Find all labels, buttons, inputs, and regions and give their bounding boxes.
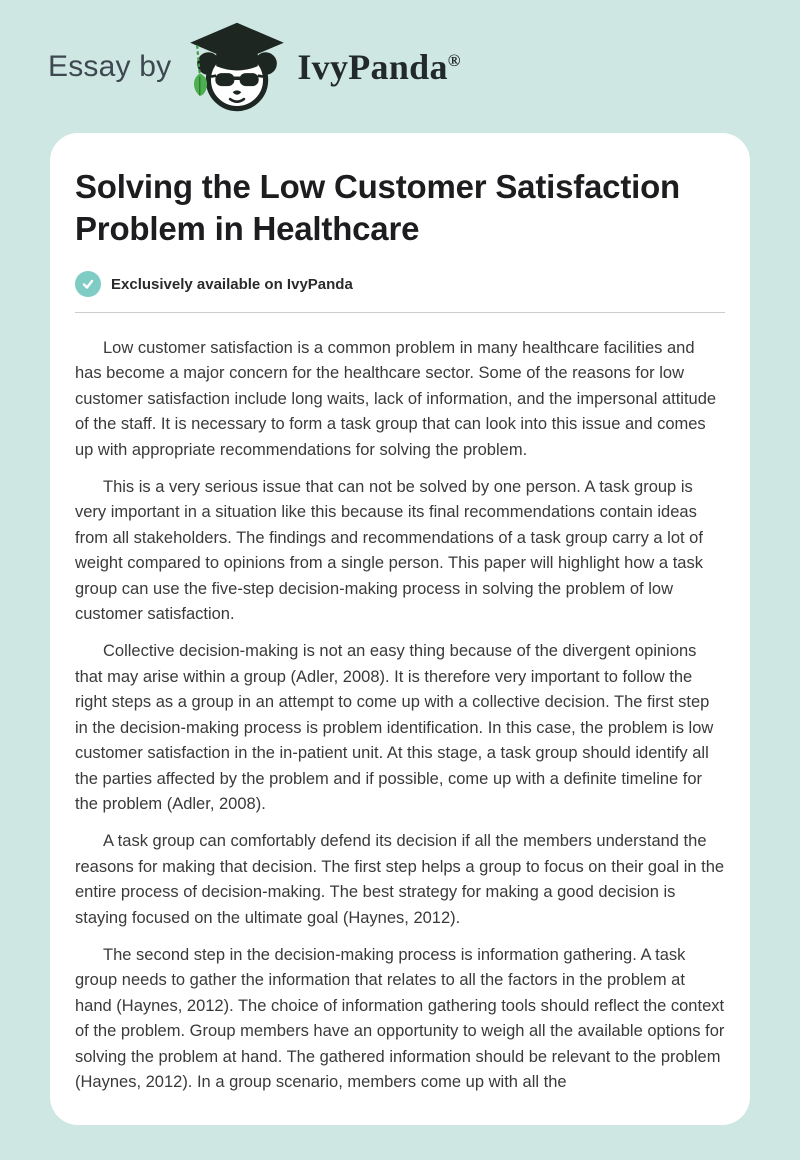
essay-by-label: Essay by — [48, 49, 172, 83]
page-title: Solving the Low Customer Satisfaction Problem in Healthcare — [75, 168, 681, 247]
essay-paragraph: A task group can comfortably defend its decision if all the members understand the reasons for making that decision. The first step helps a group to focus on their goal in the entire process of decision-making. The best strategy for making a good decision is staying focused on the ultimate goal (Haynes, 2012). — [75, 832, 725, 927]
registered-mark: ® — [447, 50, 461, 70]
brand-name: IvyPanda® — [297, 46, 461, 87]
essay-card — [50, 133, 750, 1125]
divider — [75, 312, 725, 313]
ivypanda-panda-logo-icon — [185, 21, 289, 113]
essay-paragraph: The second step in the decision-making process is information gathering. A task group needs to gather the information that relates to all the factors in the problem at hand (Haynes, 2012). The choice of information gathering tools should reflect the context of the problem. Group members have an opportunity to weigh all the available options for solving the problem at hand. The gathered information should be relevant to the problem (Haynes, 2012). In a group scenario, members come up with all the — [75, 945, 725, 1091]
site-header — [0, 0, 800, 133]
badge-label: Exclusively available on IvyPanda — [111, 275, 353, 293]
checkmark-icon — [75, 271, 101, 297]
essay-body — [75, 336, 725, 1095]
essay-paragraph: Collective decision-making is not an easy thing because of the divergent opinions that may arise within a group (Adler, 2008). It is therefore very important to follow the right steps as a group in an attempt to come up with a collective decision. The first step in the decision-making process is problem identification. In this case, the problem is low customer satisfaction in the in-patient unit. At this stage, a task group should identify all the parties affected by the problem and if possible, come up with a definite timeline for the problem (Adler, 2008). — [75, 642, 714, 813]
exclusive-badge — [75, 271, 725, 297]
essay-paragraph: This is a very serious issue that can not be solved by one person. A task group is very important in a situation like this because its final recommendations contain ideas from all stakeholders. The findings and recommendations of a task group carry a lot of weight compared to opinions from a single person. This paper will highlight how a task group can use the five-step decision-making process in solving the problem of low customer satisfaction. — [75, 478, 703, 624]
essay-paragraph: Low customer satisfaction is a common problem in many healthcare facilities and has become a major concern for the healthcare sector. Some of the reasons for low customer satisfaction include long waits, lack of information, and the impersonal attitude of the staff. It is necessary to form a task group that can look into this issue and comes up with appropriate recommendations for solving the problem. — [75, 339, 717, 459]
